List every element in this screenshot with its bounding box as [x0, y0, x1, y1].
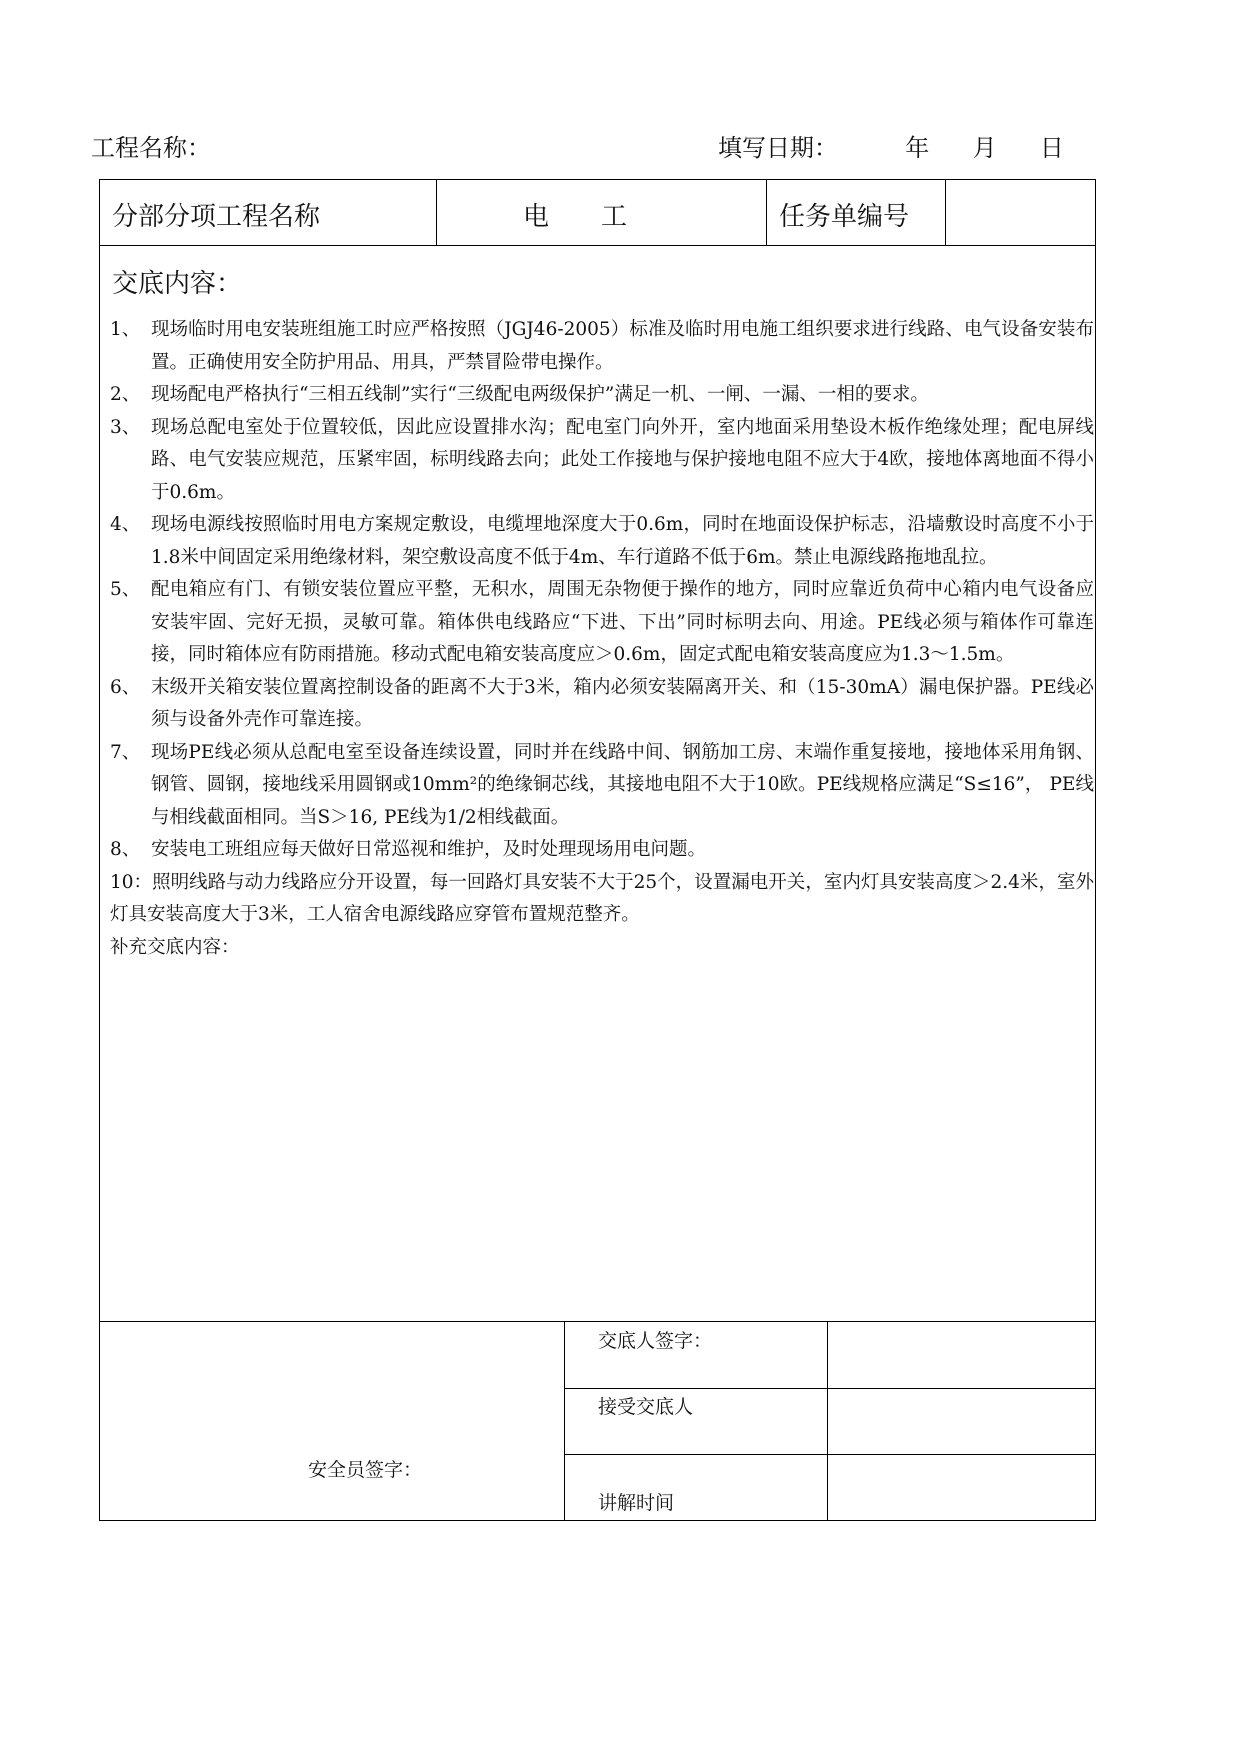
briefer-signature-label: 交底人签字：: [598, 1330, 713, 1352]
receiver-signature-field[interactable]: [828, 1389, 1095, 1454]
year-label: 年: [905, 134, 930, 162]
receiver-label: 接受交底人: [598, 1396, 694, 1418]
month-label: 月: [972, 134, 997, 162]
col-divider: [564, 1321, 565, 1521]
explanation-time-label: 讲解时间: [598, 1492, 675, 1514]
supplement-label: 补充交底内容：: [110, 936, 240, 958]
row-divider: [99, 245, 1096, 246]
safety-officer-label: 安全员签字：: [308, 1459, 423, 1481]
fill-date-field: [718, 128, 1064, 163]
list-item: 4、 现场电源线按照临时用电方案规定敷设，电缆埋地深度大于0.6m，同时在地面设保护标志，沿墙敷设时高度不小于1.8米中间固定采用绝缘材料，架空敷设高度不低于4m、车行道路不低于6m。禁止电源线路拖地乱拉。: [110, 514, 1094, 568]
task-number-label: 任务单编号: [779, 202, 910, 232]
list-item: 6、 末级开关箱安装位置离控制设备的距离不大于3米，箱内必须安装隔离开关、和（15-30mA）漏电保护器。PE线必须与设备外壳作可靠连接。: [110, 676, 1094, 730]
section-name-label: 分部分项工程名称: [112, 202, 321, 232]
list-item: 2、 现场配电严格执行“三相五线制”实行“三级配电两级保护”满足一机、一闸、一漏、一相的要求。: [110, 384, 929, 405]
briefer-signature-field[interactable]: [828, 1322, 1095, 1388]
col-divider: [436, 179, 437, 245]
list-item: 8、 安装电工班组应每天做好日常巡视和维护，及时处理现场用电问题。: [110, 839, 707, 860]
fill-date-label: 填写日期：: [718, 134, 838, 162]
list-item: 5、 配电箱应有门、有锁安装位置应平整，无积水，周围无杂物便于操作的地方，同时应靠近负荷中心箱内电气设备应安装牢固、完好无损，灵敏可靠。箱体供电线路应“下进、下出”同时标明去向、用途。PE线必须与箱体作可靠连接，同时箱体应有防雨措施。移动式配电箱安装高度应＞0.6m，固定式配电箱安装高度应为1.3～1.5m。: [110, 579, 1094, 665]
day-label: 日: [1039, 134, 1064, 162]
col-divider: [766, 179, 767, 245]
list-item-10: 10：照明线路与动力线路应分开设置，每一回路灯具安装不大于25个，设置漏电开关，室内灯具安装高度＞2.4米，室外灯具安装高度大于3米，工人宿舍电源线路应穿管布置规范整齐。: [110, 871, 1094, 925]
col-divider: [945, 179, 946, 245]
list-item: 1、 现场临时用电安装班组施工时应严格按照（JGJ46-2005）标准及临时用电施工组织要求进行线路、电气设备安装布置。正确使用安全防护用品、用具，严禁冒险带电操作。: [110, 319, 1094, 373]
content-heading: 交底内容：: [112, 269, 243, 299]
explanation-time-field[interactable]: [828, 1455, 1095, 1520]
list-item: 3、 现场总配电室处于位置较低，因此应设置排水沟；配电室门向外开，室内地面采用垫设木板作绝缘处理；配电屏线路、电气安装应规范，压紧牢固，标明线路去向；此处工作接地与保护接地电阻不应大于4欧，接地体离地面不得小于0.6m。: [110, 416, 1094, 503]
list-item: 7、 现场PE线必须从总配电室至设备连续设置，同时并在线路中间、钢筋加工房、末端作重复接地，接地体采用角钢、钢管、圆钢，接地线采用圆钢或10mm²的绝缘铜芯线，其接地电阻不大于10欧。PE线规格应满足“S≤16”， PE线与相线截面相同。当S＞16, PE线为1/2相线截面。: [110, 741, 1094, 828]
section-name-value: 电 工: [523, 202, 628, 232]
content-body: [110, 314, 1094, 964]
project-name-label: 工程名称：: [91, 134, 211, 162]
